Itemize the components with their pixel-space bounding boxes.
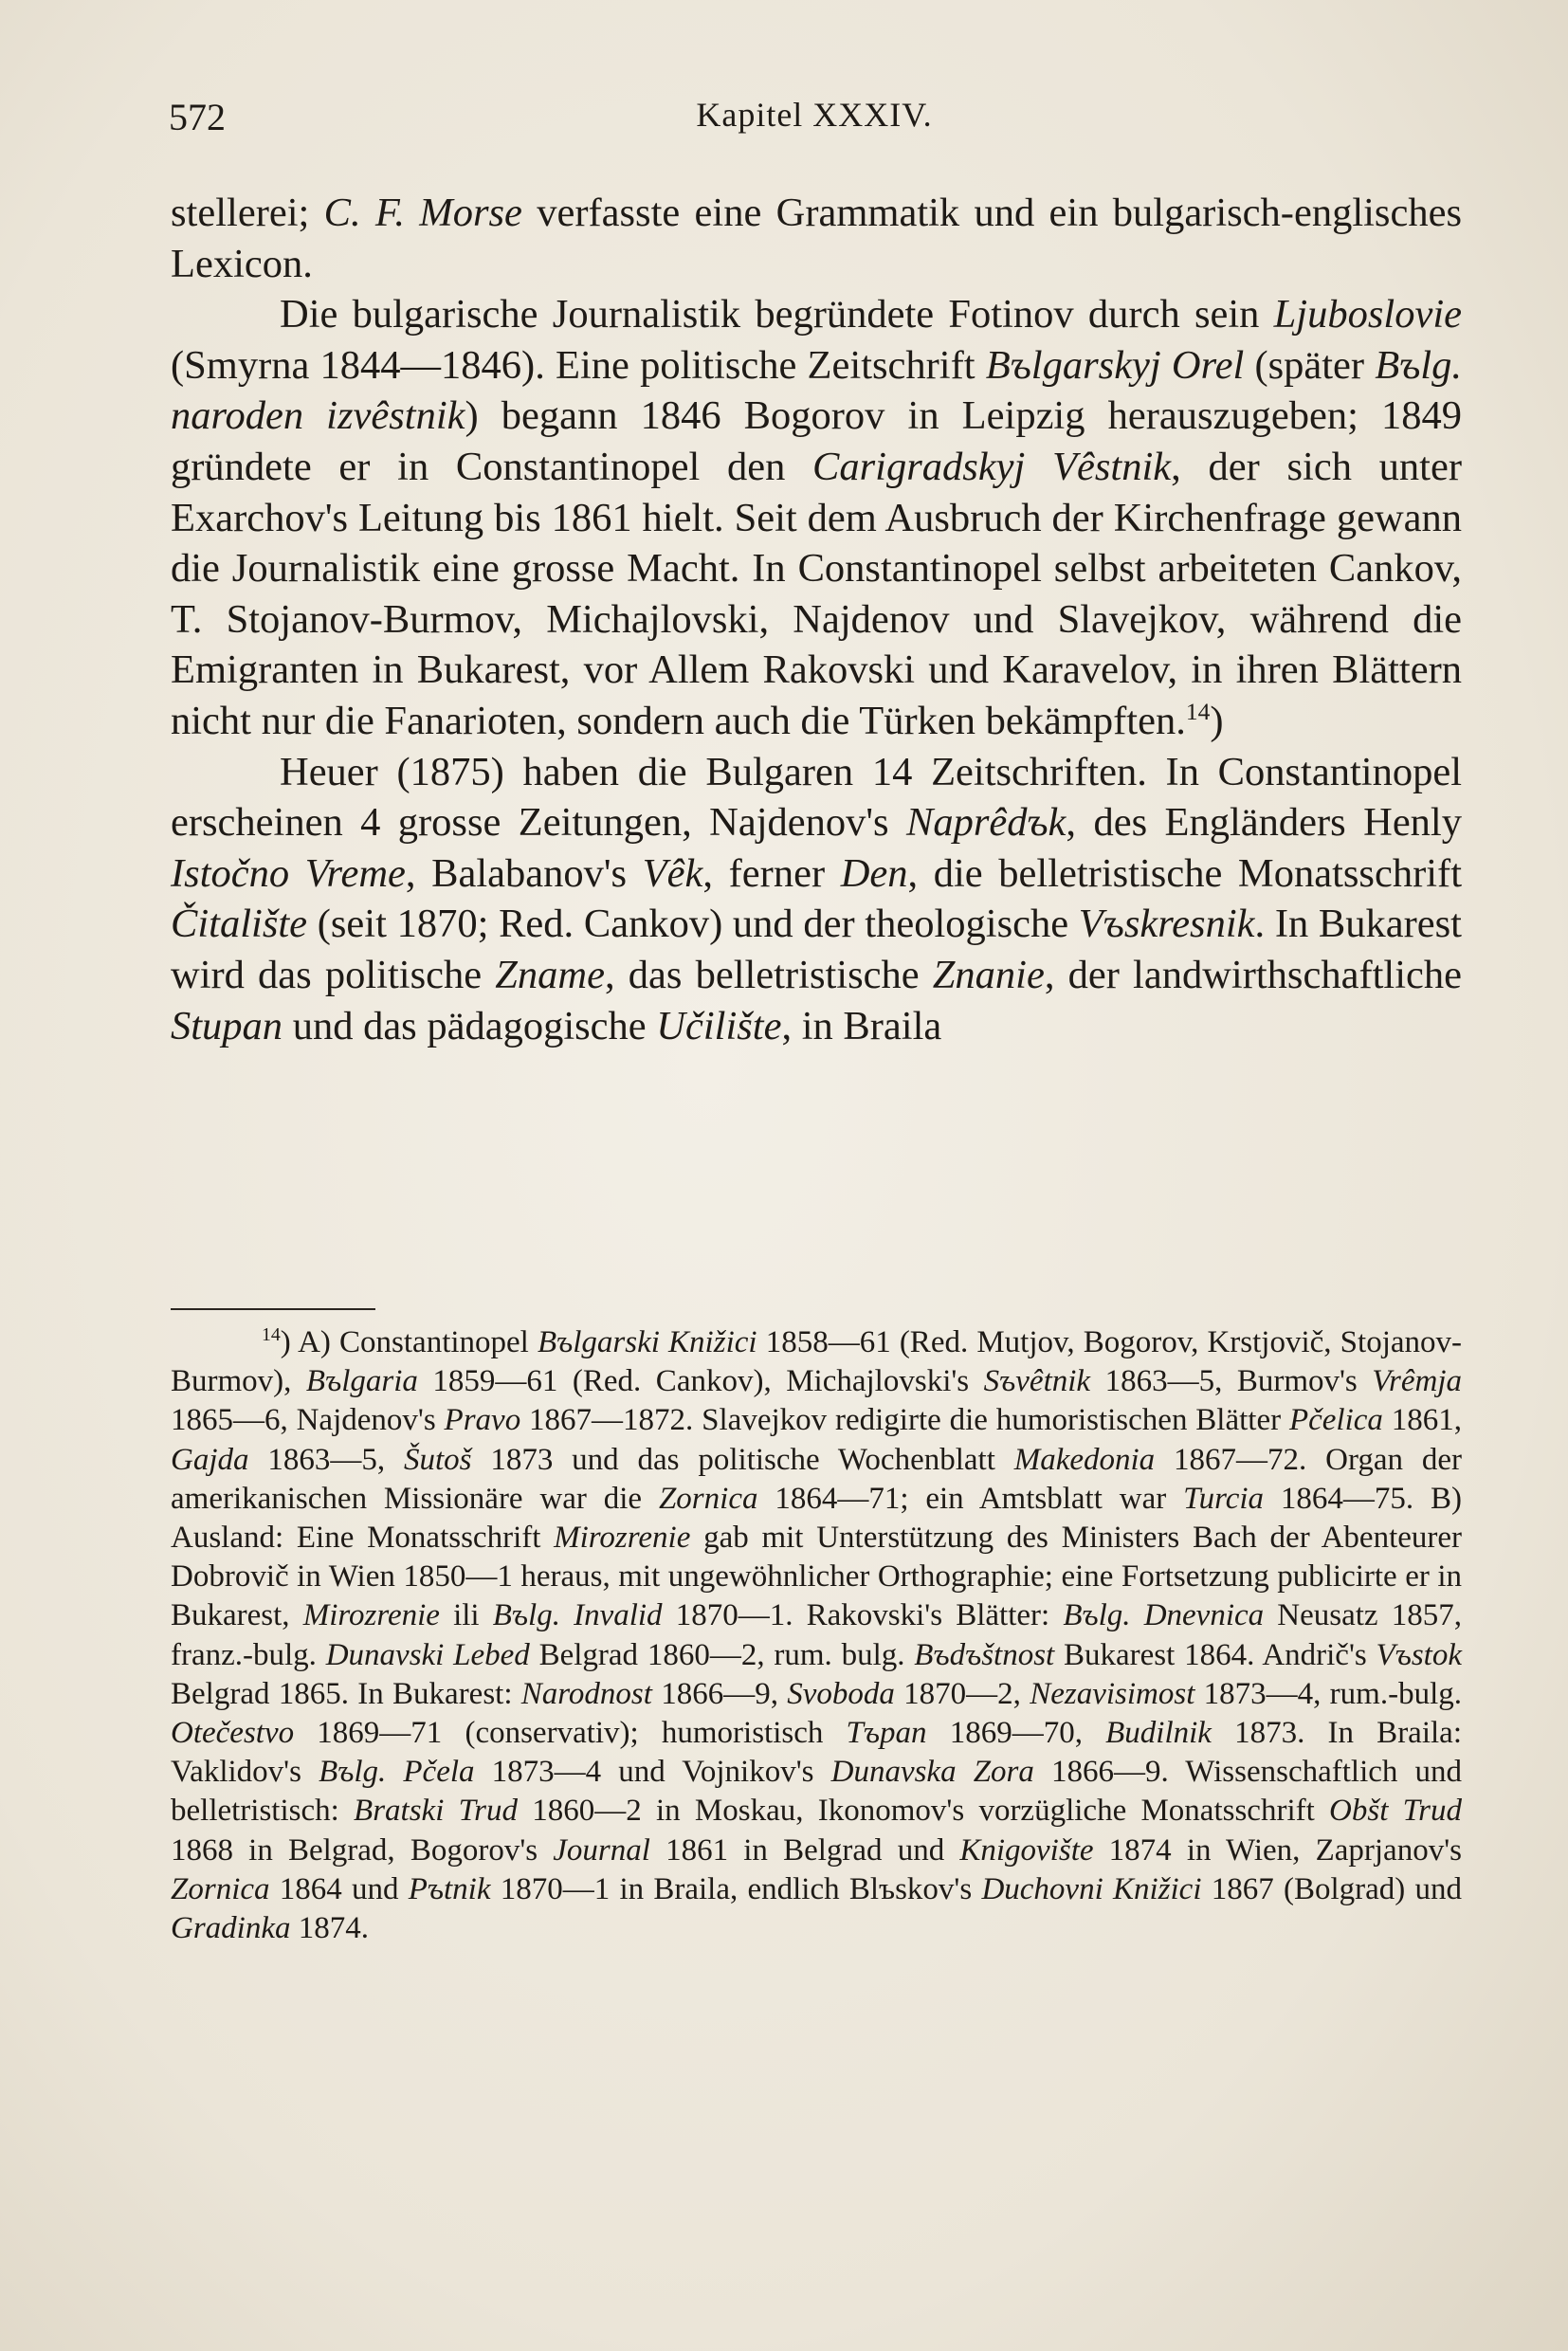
italic-title: Bъlg. Invalid [492, 1598, 663, 1633]
text-run: 1866—9. Wissenschaftlich und belletristisch: [171, 1755, 1462, 1829]
footnote-ref: 14 [1185, 697, 1211, 725]
main-text [171, 188, 1462, 1051]
text-run: (später [1244, 342, 1376, 388]
italic-title: Mirozrenie [302, 1598, 440, 1633]
italic-title: Bъlgarski Knižici [537, 1325, 757, 1359]
text-run: gab mit Unterstützung des Ministers Bach der Abenteurer Dobrovič in Wien 1850—1 heraus, mit ungewöhnlicher Orthographie; eine Fortsetzung publicirte er in Bukarest, [171, 1521, 1463, 1633]
text-run: , der sich unter Exarchov's Leitung bis 1861 hielt. Seit dem Ausbruch der Kirchenfrage gewann die Journalistik eine grosse Macht. In Constantinopel selbst arbeiteten Cankov, T. Stojanov-Burmov, Michajlovski, Najdenov und Slavejkov, während die Emigranten in Bukarest, vor Allem Rakovski und Karavelov, in ihren Blättern nicht nur die Fanarioten, sondern auch die Türken bekämpften. [171, 444, 1462, 743]
italic-title: Nezavisimost [1030, 1676, 1195, 1711]
italic-title: Svoboda [787, 1676, 895, 1711]
text-run: 1870—1 in Braila, endlich Blъskov's [490, 1871, 982, 1906]
text-run: 1873 und das politische Wochenblatt [471, 1442, 1014, 1477]
italic-title: Bъlgarskyj Orel [985, 342, 1245, 388]
text-run: 1867—72. Organ der amerikanischen Missionäre war die [171, 1442, 1462, 1516]
italic-title: Bratski Trud [354, 1794, 518, 1829]
text-run: ) [1210, 698, 1224, 743]
text-run: Neusatz 1857, franz.-bulg. [171, 1598, 1462, 1672]
italic-title: Knigovište [959, 1832, 1094, 1868]
italic-title: Pčelica [1288, 1403, 1383, 1438]
text-run: 1869—71 (conservativ); humoristisch [294, 1716, 847, 1751]
text-run: ) A) Constantinopel [280, 1325, 538, 1359]
italic-title: Znanie [932, 952, 1045, 997]
footnote-ref: 14 [262, 1324, 281, 1345]
text-run: , des Engländers Henly [1066, 800, 1462, 846]
italic-title: Vêk [642, 850, 703, 896]
text-run: 1874. [290, 1911, 369, 1946]
italic-title: Zname [495, 952, 605, 997]
italic-title: Duchovni Knižici [981, 1871, 1202, 1906]
italic-title: Bъlgaria [305, 1364, 418, 1399]
text-run: und das pädagogische [283, 1003, 657, 1048]
footnote-separator [171, 1308, 375, 1310]
italic-title: Den [840, 850, 908, 896]
paragraph [171, 747, 1462, 1052]
text-run: Heuer (1875) haben die Bulgaren 14 Zeitschriften. In Constantinopel erscheinen 4 grosse Zeitungen, Najdenov's [171, 749, 1462, 846]
italic-title: Zornica [171, 1871, 270, 1906]
text-run: 1864 und [269, 1871, 409, 1906]
italic-title: Mirozrenie [554, 1521, 691, 1556]
text-run: stellerei; [171, 191, 324, 235]
text-run: , ferner [702, 850, 841, 896]
italic-title: Vrêmja [1372, 1364, 1462, 1399]
text-run: 1864—71; ein Amtsblatt war [757, 1481, 1184, 1516]
italic-title: Pъtnik [408, 1871, 491, 1906]
italic-title: Sъvêtnik [983, 1364, 1091, 1399]
text-run: , das belletristische [604, 952, 933, 997]
italic-title: Tъpan [846, 1716, 927, 1751]
text-run: , der landwirthschaftliche [1044, 952, 1463, 997]
italic-title: Gradinka [171, 1911, 291, 1946]
italic-title: Otečestvo [171, 1716, 295, 1751]
text-run: . In Bukarest wird das politische [171, 902, 1462, 997]
italic-title: C. F. Morse [323, 191, 522, 235]
text-run: (Smyrna 1844—1846). Eine politische Zeitschrift [171, 342, 986, 388]
text-run: 1861 in Belgrad und [649, 1832, 960, 1868]
text-run: Belgrad 1860—2, rum. bulg. [529, 1637, 915, 1672]
italic-title: Čitalište [171, 902, 308, 947]
text-run: 1873. In Braila: Vaklidov's [171, 1716, 1462, 1790]
italic-title: Zornica [658, 1481, 758, 1516]
text-run: 1863—5, Burmov's [1090, 1364, 1373, 1399]
text-run: 1873—4, rum.-bulg. [1194, 1676, 1462, 1711]
italic-title: Bъlg. naroden izvêstnik [171, 342, 1462, 439]
italic-title: Obšt Trud [1329, 1794, 1462, 1829]
text-run: 1867 (Bolgrad) und [1201, 1871, 1462, 1906]
italic-title: Vъskresnik [1078, 902, 1255, 947]
text-run: , in Braila [781, 1003, 942, 1048]
page-header [169, 95, 1460, 152]
footnote-14 [171, 1323, 1462, 1948]
text-run: 1870—1. Rakovski's Blätter: [662, 1598, 1064, 1633]
text-run: 1860—2 in Moskau, Ikonomov's vorzügliche Monatsschrift [518, 1794, 1330, 1829]
text-run: ) begann 1846 Bogorov in Leipzig herauszugeben; 1849 gründete er in Constantinopel den [171, 393, 1462, 489]
text-run: 1873—4 und Vojnikov's [474, 1755, 831, 1790]
italic-title: Carigradskyj Vêstnik [812, 444, 1172, 489]
text-run: , die belletristische Monatsschrift [907, 850, 1462, 896]
text-run: (seit 1870; Red. Cankov) und der theologische [307, 902, 1079, 947]
italic-title: Gajda [171, 1442, 249, 1477]
italic-title: Ljuboslovie [1273, 292, 1462, 337]
text-run: 1869—70, [926, 1716, 1106, 1751]
footnote-text [171, 1323, 1462, 1948]
italic-title: Istočno Vreme [171, 850, 406, 896]
italic-title: Narodnost [520, 1676, 652, 1711]
text-run: 1870—2, [894, 1676, 1030, 1711]
italic-title: Turcia [1183, 1481, 1265, 1516]
text-run: 1867—1872. Slavejkov redigirte die humoristischen Blätter [520, 1403, 1289, 1438]
italic-title: Vъstok [1376, 1637, 1462, 1672]
text-run: 1865—6, Najdenov's [171, 1403, 445, 1438]
text-run: 1858—61 (Red. Mutjov, Bogorov, Krstjovič, Stojanov-Burmov), [171, 1325, 1462, 1399]
paragraph [171, 289, 1462, 746]
italic-title: Journal [553, 1832, 650, 1868]
italic-title: Naprêdъk [905, 800, 1067, 846]
text-run: 1861, [1382, 1403, 1462, 1438]
italic-title: Bъlg. Pčela [319, 1755, 475, 1790]
text-run: 1863—5, [248, 1442, 404, 1477]
text-run: 1874 in Wien, Zaprjanov's [1093, 1832, 1462, 1868]
text-run: 1859—61 (Red. Cankov), Michajlovski's [417, 1364, 984, 1399]
text-run: verfasste eine Grammatik und ein bulgarisch-englisches Lexicon. [171, 191, 1462, 286]
italic-title: Učilište [656, 1003, 782, 1048]
page-number: 572 [169, 96, 226, 138]
italic-title: Stupan [171, 1003, 283, 1048]
italic-title: Bъdъštnost [914, 1637, 1055, 1672]
italic-title: Makedonia [1013, 1442, 1156, 1477]
text-run: Die bulgarische Journalistik begründete Fotinov durch sein [280, 292, 1274, 337]
italic-title: Budilnik [1105, 1716, 1212, 1751]
running-title: Kapitel XXXIV. [696, 96, 933, 134]
text-run: , Balabanov's [405, 850, 643, 896]
paragraph [171, 188, 1462, 289]
italic-title: Dunavska Zora [830, 1755, 1034, 1790]
italic-title: Šutoš [403, 1442, 472, 1477]
text-run: 1868 in Belgrad, Bogorov's [171, 1832, 554, 1868]
italic-title: Dunavski Lebed [325, 1637, 530, 1672]
text-run: ili [439, 1598, 493, 1633]
text-run: 1866—9, [651, 1676, 788, 1711]
italic-title: Bъlg. Dnevnica [1063, 1598, 1265, 1633]
text-run: Belgrad 1865. In Bukarest: [171, 1676, 521, 1711]
text-run: 1864—75. B) Ausland: Eine Monatsschrift [171, 1481, 1462, 1556]
text-run: Bukarest 1864. Andrič's [1054, 1637, 1377, 1672]
italic-title: Pravo [444, 1403, 521, 1438]
